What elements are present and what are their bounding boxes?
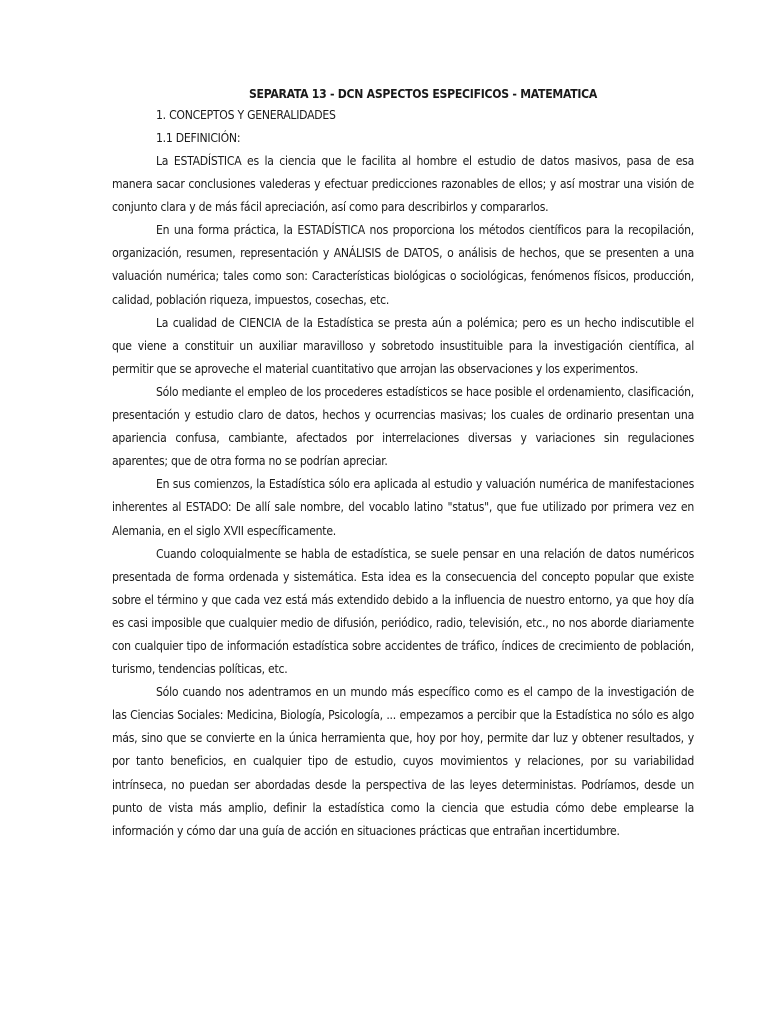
paragraph-statistical-procedures: Sólo mediante el empleo de los procederes estadísticos se hace posible el ordenamiento, clasificación, presentación y estudio claro de datos, hechos y ocurrencias masivas; los cuales de ordinario presentan una apariencia confusa, cambiante, afectados por interrelaciones diversas y variaciones sin regulaciones aparentes; que de otra forma no se podrían apreciar. — [112, 384, 694, 469]
paragraph-science-quality: La cualidad de CIENCIA de la Estadística se presta aún a polémica; pero es un hecho indiscutible el que viene a constituir un auxiliar maravilloso y sobretodo insustituible para la investigación científica, al permitir que se aproveche el material cuantitativo que arrojan las observaciones y los experimentos. — [112, 315, 694, 376]
paragraph-origins: En sus comienzos, la Estadística sólo era aplicada al estudio y valuación numérica de manifestaciones inherentes al ESTADO: De allí sale nombre, del vocablo latino "status", que fue utilizado por primera vez en Alemania, en el siglo XVII específicamente. — [112, 477, 694, 538]
section-heading: 1. CONCEPTOS Y GENERALIDADES — [156, 108, 336, 122]
paragraph-social-sciences: Sólo cuando nos adentramos en un mundo más específico como es el campo de la investigación de las Ciencias Sociales: Medicina, Biología, Psicología, ... empezamos a percibir que la Estadística no sólo es algo más, sino que se convierte en la única herramienta que, hoy por hoy, permite dar luz y obtener resultados, y por tanto beneficios, en cualquier tipo de estudio, cuyos movimientos y relaciones, por su variabilidad intrínseca, no puedan ser abordadas desde la perspectiva de las leyes deterministas. Podríamos, desde un punto de vista más amplio, definir la estadística como la ciencia que estudia cómo debe emplearse la información y cómo dar una guía de acción en situaciones prácticas que entrañan incertidumbre. — [112, 685, 694, 838]
paragraph-practical-form: En una forma práctica, la ESTADÍSTICA nos proporciona los métodos científicos para la recopilación, organización, resumen, representación y ANÁLISIS de DATOS, o análisis de hechos, que se presenten a una valuación numérica; tales como son: Características biológicas o sociológicas, fenómenos físicos, producción, calidad, población riqueza, impuestos, cosechas, etc. — [112, 223, 694, 307]
paragraph-definition: La ESTADÍSTICA es la ciencia que le facilita al hombre el estudio de datos masivos, pasa de esa manera sacar conclusiones valederas y efectuar predicciones razonables de ellos; y así mostrar una visión de conjunto clara y de más fácil apreciación, así como para describirlos y compararlos. — [112, 154, 694, 215]
paragraph-colloquial-usage: Cuando coloquialmente se habla de estadística, se suele pensar en una relación de datos numéricos presentada de forma ordenada y sistemática. Esta idea es la consecuencia del concepto popular que existe sobre el término y que cada vez está más extendido debido a la influencia de nuestro entorno, ya que hoy día es casi imposible que cualquier medio de difusión, periódico, radio, televisión, etc., no nos aborde diariamente con cualquier tipo de información estadística sobre accidentes de tráfico, índices de crecimiento de población, turismo, tendencias políticas, etc. — [112, 546, 694, 677]
subsection-heading: 1.1 DEFINICIÓN: — [156, 131, 241, 145]
document-title: SEPARATA 13 - DCN ASPECTOS ESPECIFICOS - MATEMATICA — [248, 87, 598, 101]
document-page — [112, 84, 694, 843]
